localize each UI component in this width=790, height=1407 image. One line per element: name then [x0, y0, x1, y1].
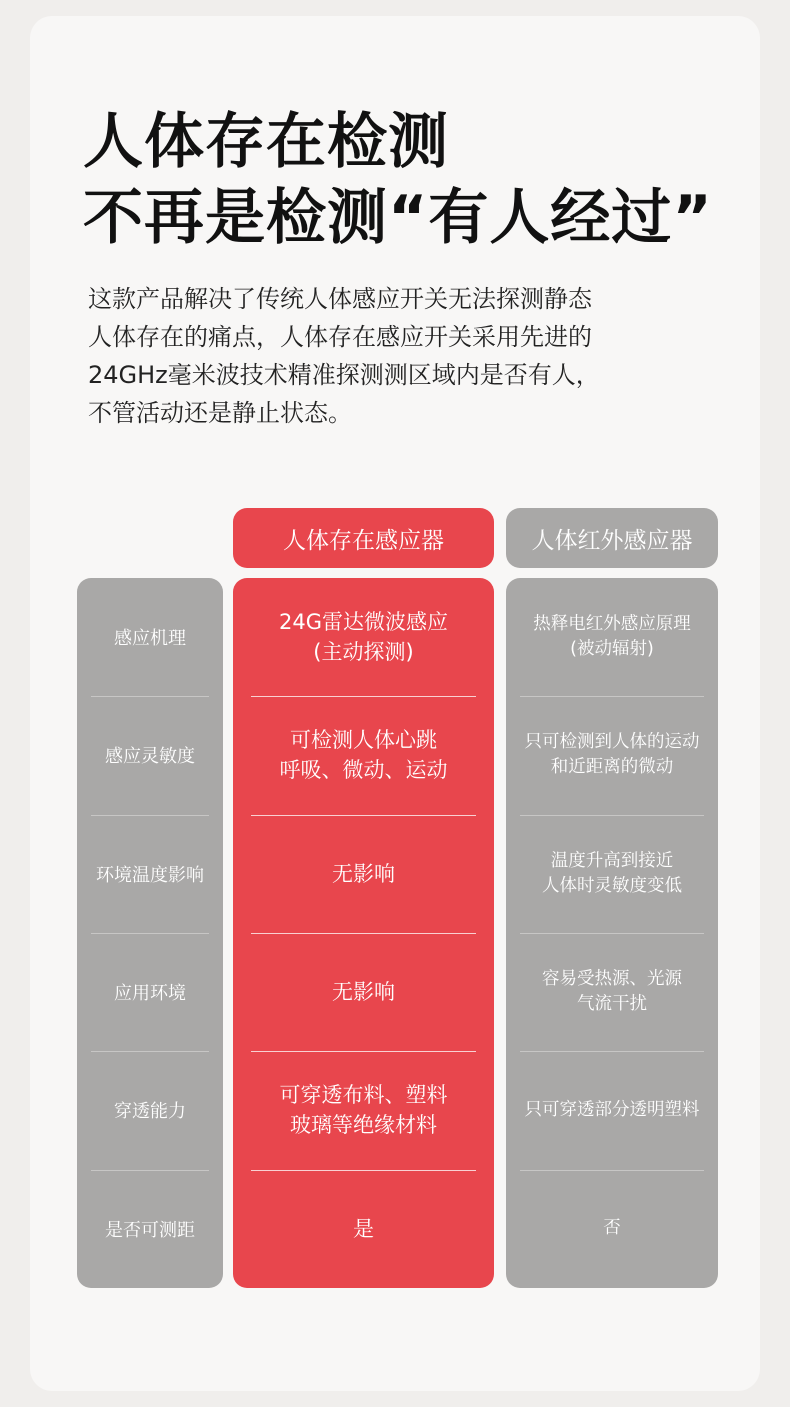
intro-line: 这款产品解决了传统人体感应开关无法探测静态 [88, 285, 592, 313]
row-label: 环境温度影响 [77, 815, 223, 933]
presence-cell: 24G雷达微波感应 (主动探测) [279, 610, 448, 665]
infrared-cell: 温度升高到接近 人体时灵敏度变低 [506, 815, 718, 933]
infrared-cell: 否 [506, 1170, 718, 1288]
intro-line: 人体存在的痛点，人体存在感应开关采用先进的 [88, 323, 592, 351]
column-header-infrared-sensor: 人体红外感应器 [506, 508, 718, 568]
intro-line: 不管活动还是静止状态。 [88, 399, 352, 427]
row-label: 感应机理 [114, 628, 186, 650]
infrared-cell: 热释电红外感应原理 (被动辐射) [533, 614, 691, 660]
headline-line-1: 人体存在检测 [83, 107, 449, 177]
row-label: 感应灵敏度 [77, 696, 223, 814]
intro-paragraph [88, 280, 708, 432]
presence-sensor-column [233, 578, 494, 1288]
infrared-cell: 只可穿透部分透明塑料 [506, 1051, 718, 1169]
infrared-cell: 容易受热源、光源 气流干扰 [506, 933, 718, 1051]
row-label: 应用环境 [77, 933, 223, 1051]
infrared-sensor-column [506, 578, 718, 1288]
presence-cell: 是 [233, 1170, 494, 1288]
row-label: 是否可测距 [77, 1170, 223, 1288]
comparison-label-column [77, 578, 223, 1288]
page-headline [83, 104, 713, 256]
infrared-cell: 只可检测到人体的运动 和近距离的微动 [506, 696, 718, 814]
headline-line-2: 不再是检测“有人经过” [83, 183, 713, 253]
presence-cell: 可穿透布料、塑料 玻璃等绝缘材料 [233, 1051, 494, 1169]
presence-cell: 可检测人体心跳 呼吸、微动、运动 [233, 696, 494, 814]
intro-line: 24GHz毫米波技术精准探测测区域内是否有人， [88, 361, 600, 389]
presence-cell: 无影响 [233, 815, 494, 933]
column-header-presence-sensor: 人体存在感应器 [233, 508, 494, 568]
presence-cell: 无影响 [233, 933, 494, 1051]
row-label: 穿透能力 [77, 1051, 223, 1169]
